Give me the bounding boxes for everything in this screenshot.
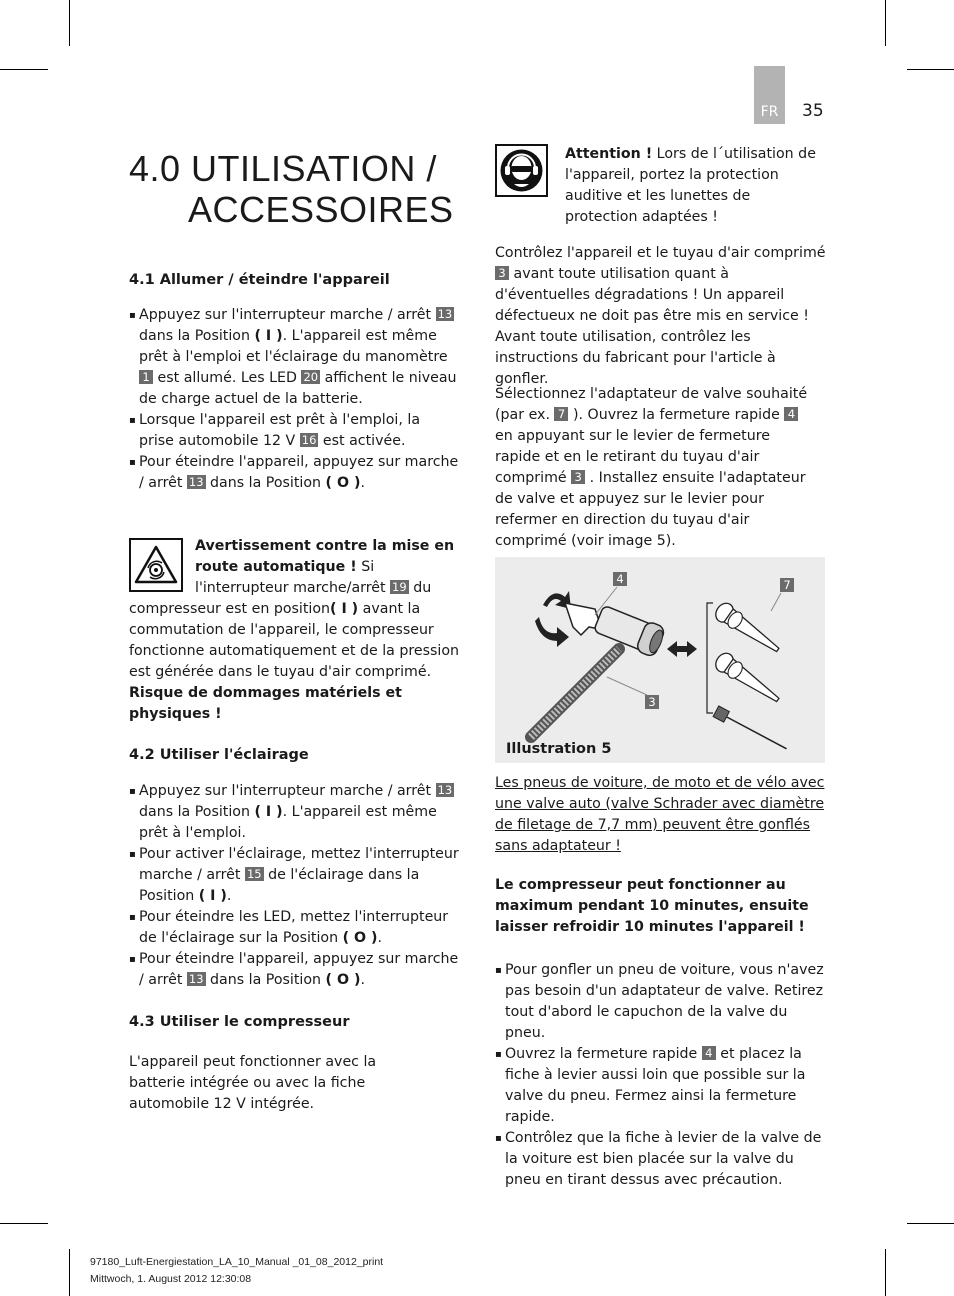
ref-number: 16: [301, 433, 317, 447]
select-adapter-paragraph: Sélectionnez l'adaptateur de valve souhaité (par ex. 7 ). Ouvrez la fermeture rapide 4 en appuyant sur le levier de fermeture rapide et en le retirant du tuyau d'air comprimé 3 . Installez ensuite l'adaptateur de valve et appuyez sur le levier pour refermer en direction du tuyau d'air comprimé (voir image 5).: [495, 386, 808, 549]
language-label: FR: [760, 104, 779, 120]
list-item: ▪ Pour éteindre l'appareil, appuyez sur marche / arrêt 13 dans la Position ( O ).: [129, 949, 459, 991]
page-number: 35: [802, 101, 824, 121]
print-footer: [90, 1254, 383, 1288]
crop-mark: [885, 1249, 886, 1296]
list-item: ▪ Contrôlez que la fiche à levier de la valve de la voiture est bien placée sur la valve du pneu en tirant dessus avec précaution.: [495, 1128, 827, 1191]
crop-mark: [907, 1223, 954, 1224]
ref-number: 4: [784, 407, 798, 421]
ref-number: 15: [246, 867, 262, 881]
list-item: ▪ Appuyez sur l'interrupteur marche / arrêt 13 dans la Position ( I ). L'appareil est même prêt à l'emploi et l'éclairage du manomètre 1 est allumé. Les LED 20 affichent le niveau de charge actuel de la batterie.: [129, 305, 459, 410]
illustration-caption: Illustration 5: [506, 741, 612, 757]
ref-number: 13: [437, 783, 453, 797]
list-item: ▪ Pour éteindre les LED, mettez l'interrupteur de l'éclairage sur la Position ( O ).: [129, 907, 459, 949]
list-item: ▪ Pour activer l'éclairage, mettez l'interrupteur marche / arrêt 15 de l'éclairage dans la Position ( I ).: [129, 844, 459, 907]
ref-number: 4: [702, 1046, 716, 1060]
section-heading-4-3: 4.3 Utiliser le compresseur: [129, 1014, 350, 1030]
ref-number: 1: [139, 370, 153, 384]
list-item: ▪ Ouvrez la fermeture rapide 4 et placez la fiche à levier aussi loin que possible sur la valve du pneu. Fermez ainsi la fermeture rapide.: [495, 1044, 827, 1128]
ref-number: 13: [188, 475, 204, 489]
illustration-label-7: 7: [780, 578, 794, 592]
chapter-title-line1: 4.0 UTILISATION /: [129, 148, 437, 189]
ref-number: 13: [188, 972, 204, 986]
section-heading-4-1: 4.1 Allumer / éteindre l'appareil: [129, 272, 390, 288]
illustration-label-4: 4: [613, 572, 627, 586]
list-item: ▪ Lorsque l'appareil est prêt à l'emploi, la prise automobile 12 V 16 est activée.: [129, 410, 459, 452]
section-4-2-list: [129, 781, 459, 991]
language-tab: [754, 66, 785, 124]
ref-number: 13: [437, 307, 453, 321]
illustration-label-3: 3: [645, 695, 659, 709]
ref-number: 7: [554, 407, 568, 421]
ref-number: 20: [303, 370, 319, 384]
auto-start-warning: Avertissement contre la mise en route automatique ! Si l'interrupteur marche/arrêt 19 du compresseur est en position( I ) avant la commutation de l'appareil, le compresseur fonctionne automatiquement et de la pression est générée dans le tuyau d'air comprimé. Risque de dommages matériels et physiques !: [129, 538, 460, 722]
ref-number: 3: [571, 470, 585, 484]
car-tyre-list: [495, 960, 827, 1191]
illustration-5: [495, 557, 825, 763]
ref-number: 3: [495, 266, 509, 280]
list-item: ▪ Pour éteindre l'appareil, appuyez sur marche / arrêt 13 dans la Position ( O ).: [129, 452, 459, 494]
compressor-nozzle-drawing: [495, 557, 825, 763]
crop-mark: [885, 0, 886, 46]
section-heading-4-2: 4.2 Utiliser l'éclairage: [129, 747, 309, 763]
footer-file-name: 97180_Luft-Energiestation_LA_10_Manual _01_08_2012_print: [90, 1256, 384, 1268]
crop-mark: [907, 69, 954, 70]
crop-mark: [0, 1223, 48, 1224]
ref-number: 19: [392, 580, 407, 594]
section-4-3-paragraph: L'appareil peut fonctionner avec la batterie intégrée ou avec la fiche automobile 12 V intégrée.: [129, 1054, 377, 1112]
crop-mark: [69, 1249, 70, 1296]
protective-gear-icon: [495, 144, 548, 197]
crop-mark: [0, 69, 48, 70]
run-time-note: Le compresseur peut fonctionner au maximum pendant 10 minutes, ensuite laisser refroidir 10 minutes l'appareil !: [495, 877, 809, 935]
list-item: ▪ Pour gonfler un pneu de voiture, vous n'avez pas besoin d'un adaptateur de valve. Retirez tout d'abord le capuchon de la valve du pneu.: [495, 960, 827, 1044]
footer-timestamp: Mittwoch, 1. August 2012 12:30:08: [90, 1273, 252, 1285]
section-4-1-list: [129, 305, 459, 494]
chapter-title-line2: ACCESSOIRES: [188, 189, 454, 230]
schrader-valve-note: Les pneus de voiture, de moto et de vélo avec une valve auto (valve Schrader avec diamètre de filetage de 7,7 mm) peuvent être gonflés sans adaptateur !: [495, 775, 825, 854]
attention-note: Attention ! Lors de l´utilisation de l'appareil, portez la protection auditive et les lunettes de protection adaptées !: [565, 146, 816, 225]
crop-mark: [69, 0, 70, 46]
chapter-title: [129, 150, 454, 229]
list-item: ▪ Appuyez sur l'interrupteur marche / arrêt 13 dans la Position ( I ). L'appareil est même prêt à l'emploi.: [129, 781, 459, 844]
check-paragraph: Contrôlez l'appareil et le tuyau d'air comprimé 3 avant toute utilisation quant à d'éventuelles dégradations ! Un appareil défectueux ne doit pas être mis en service ! Avant toute utilisation, contrôlez les instructions du fabricant pour l'article à gonfler.: [495, 245, 826, 387]
